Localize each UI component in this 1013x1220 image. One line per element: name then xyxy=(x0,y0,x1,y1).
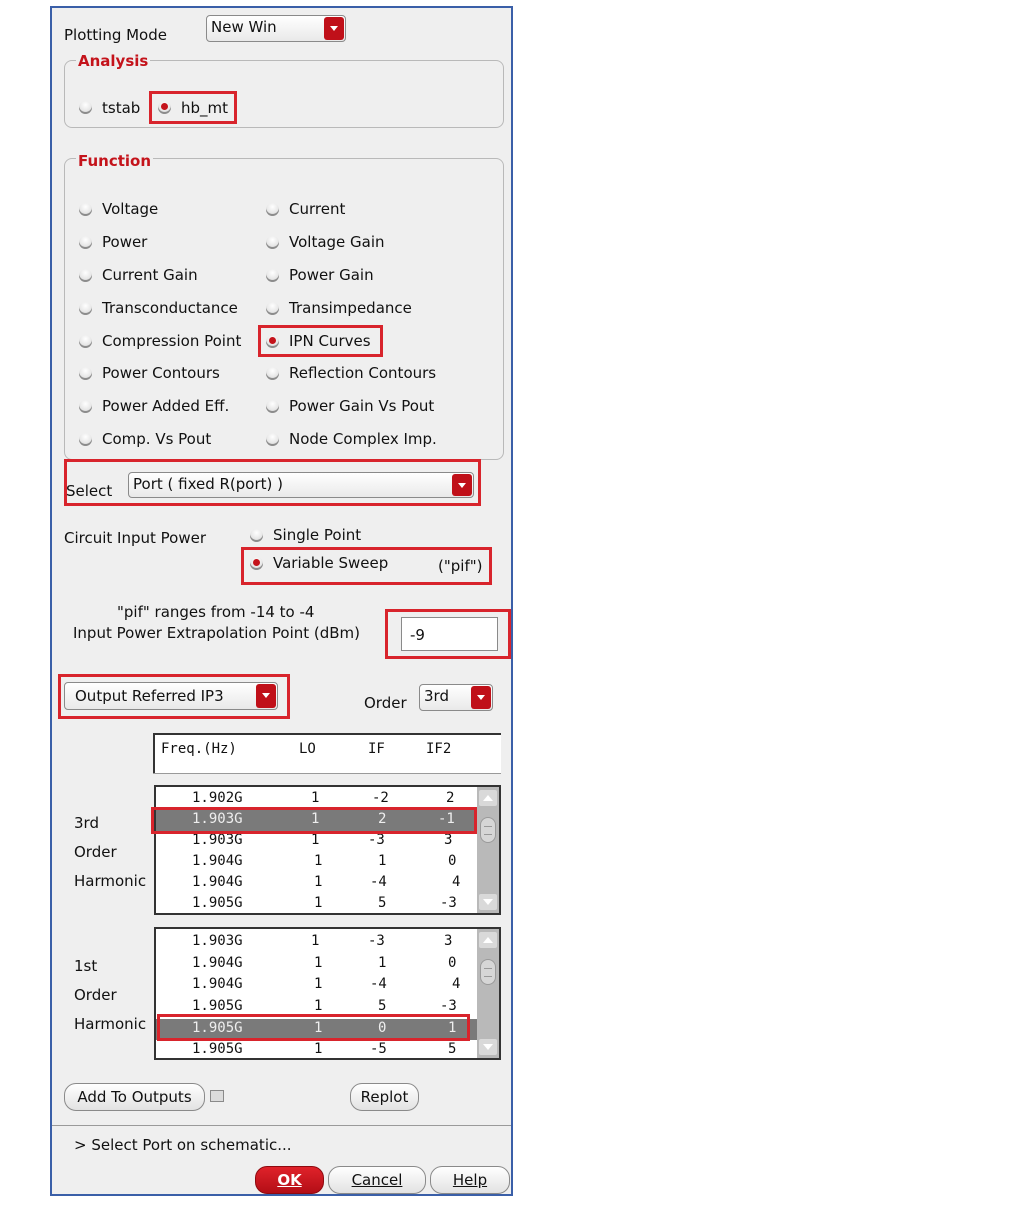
cell-if2: -1 xyxy=(438,811,455,827)
radio-compression-point[interactable] xyxy=(79,335,92,348)
first-order-scrollbar[interactable] xyxy=(477,929,499,1058)
scroll-down-icon[interactable] xyxy=(479,1039,497,1055)
cell-if2: 0 xyxy=(448,955,457,971)
cell-lo: 1 xyxy=(311,832,320,848)
cell-if: -2 xyxy=(372,790,389,806)
radio-power-added-eff-label: Power Added Eff. xyxy=(102,397,230,415)
help-button[interactable] xyxy=(430,1166,510,1194)
column-header-if2: IF2 xyxy=(426,741,452,757)
extrapolation-label: Input Power Extrapolation Point (dBm) xyxy=(73,624,361,642)
cell-if2: 3 xyxy=(444,832,453,848)
extrapolation-value: -9 xyxy=(410,626,425,644)
scroll-down-icon[interactable] xyxy=(479,894,497,910)
radio-transimpedance[interactable] xyxy=(266,302,279,315)
radio-current-gain[interactable] xyxy=(79,269,92,282)
third-order-harmonic-list xyxy=(154,785,501,915)
status-message: > Select Port on schematic... xyxy=(74,1136,292,1154)
cell-lo: 1 xyxy=(311,811,320,827)
radio-node-complex-imp-label: Node Complex Imp. xyxy=(289,430,437,448)
ok-button-label: OK xyxy=(277,1171,302,1189)
cell-if2: 0 xyxy=(448,853,457,869)
cell-freq: 1.905G xyxy=(192,1041,243,1057)
cell-if: -3 xyxy=(368,933,385,949)
radio-comp-vs-pout-label: Comp. Vs Pout xyxy=(102,430,212,448)
circuit-input-power-label: Circuit Input Power xyxy=(64,529,207,547)
analysis-title: Analysis xyxy=(78,52,149,70)
radio-current-label: Current xyxy=(289,200,346,218)
cell-freq: 1.903G xyxy=(192,933,243,949)
range-note: "pif" ranges from -14 to -4 xyxy=(117,603,315,621)
highlight-third-order-row xyxy=(151,807,477,834)
first-order-label-3: Harmonic xyxy=(74,1015,147,1033)
cell-if2: 3 xyxy=(444,933,453,949)
replot-button[interactable]: Replot xyxy=(350,1083,419,1111)
radio-hb-mt-label: hb_mt xyxy=(181,99,229,117)
table-row[interactable] xyxy=(156,852,477,873)
highlight-first-order-row xyxy=(157,1014,470,1041)
scroll-up-icon[interactable] xyxy=(479,790,497,806)
cell-freq: 1.905G xyxy=(192,895,243,911)
radio-power-gain[interactable] xyxy=(266,269,279,282)
cell-if: 0 xyxy=(378,1020,387,1036)
radio-tstab-label: tstab xyxy=(102,99,141,117)
order-value: 3rd xyxy=(424,687,449,705)
cell-if2: 4 xyxy=(452,874,461,890)
highlight-output-mode xyxy=(58,674,290,719)
third-order-label-3: Harmonic xyxy=(74,872,147,890)
radio-power-gain-vs-pout-label: Power Gain Vs Pout xyxy=(289,397,435,415)
radio-variable-sweep-label: Variable Sweep xyxy=(273,554,389,572)
scroll-thumb[interactable] xyxy=(480,959,496,985)
cancel-button[interactable] xyxy=(328,1166,426,1194)
cell-if: 1 xyxy=(378,853,387,869)
radio-transconductance[interactable] xyxy=(79,302,92,315)
radio-power-gain-label: Power Gain xyxy=(289,266,374,284)
radio-power-added-eff[interactable] xyxy=(79,400,92,413)
select-port-value: Port ( fixed R(port) ) xyxy=(133,475,283,493)
cell-freq: 1.905G xyxy=(192,998,243,1014)
radio-voltage[interactable] xyxy=(79,203,92,216)
status-divider xyxy=(52,1125,511,1126)
cell-lo: 1 xyxy=(314,976,323,992)
order-dropdown[interactable] xyxy=(419,684,493,711)
add-to-outputs-checkbox[interactable] xyxy=(210,1090,224,1102)
cell-if2: -3 xyxy=(440,998,457,1014)
highlight-analysis xyxy=(149,91,237,124)
table-row[interactable] xyxy=(156,873,477,894)
cell-lo: 1 xyxy=(314,895,323,911)
radio-transconductance-label: Transconductance xyxy=(102,299,238,317)
cell-if2: -3 xyxy=(440,895,457,911)
cell-if: 5 xyxy=(378,895,387,911)
order-label: Order xyxy=(364,694,407,712)
highlight-ipn-curves xyxy=(258,325,383,357)
radio-comp-vs-pout[interactable] xyxy=(79,433,92,446)
cell-lo: 1 xyxy=(314,874,323,890)
chevron-down-icon xyxy=(471,686,491,709)
ok-button[interactable] xyxy=(255,1166,324,1194)
cell-if: 1 xyxy=(378,955,387,971)
table-row[interactable] xyxy=(156,894,477,915)
function-title: Function xyxy=(78,152,152,170)
cell-freq: 1.905G xyxy=(192,1020,243,1036)
first-order-label-1: 1st xyxy=(74,957,98,975)
radio-node-complex-imp[interactable] xyxy=(266,433,279,446)
radio-ipn-curves-label: IPN Curves xyxy=(289,332,371,350)
cell-if2: 5 xyxy=(448,1041,457,1057)
column-header-if: IF xyxy=(368,741,385,757)
table-row[interactable] xyxy=(156,932,477,953)
cell-if: -4 xyxy=(370,976,387,992)
cell-freq: 1.902G xyxy=(192,790,243,806)
cell-if2: 4 xyxy=(452,976,461,992)
cell-lo: 1 xyxy=(311,790,320,806)
radio-voltage-gain-label: Voltage Gain xyxy=(289,233,385,251)
help-button-label: Help xyxy=(452,1171,488,1189)
cell-lo: 1 xyxy=(314,853,323,869)
highlight-extrapolation xyxy=(385,609,511,659)
scroll-up-icon[interactable] xyxy=(479,932,497,948)
cell-if: 5 xyxy=(378,998,387,1014)
radio-power-contours-label: Power Contours xyxy=(102,364,220,382)
third-order-label-2: Order xyxy=(74,843,117,861)
cell-lo: 1 xyxy=(314,998,323,1014)
plotting-mode-value: New Win xyxy=(211,18,277,36)
radio-power[interactable] xyxy=(79,236,92,249)
highlight-select xyxy=(64,459,481,506)
table-row[interactable] xyxy=(156,1040,477,1060)
cell-freq: 1.904G xyxy=(192,874,243,890)
radio-current-gain-label: Current Gain xyxy=(102,266,198,284)
select-label: Select xyxy=(66,482,113,500)
radio-tstab[interactable] xyxy=(79,101,92,114)
highlight-variable-sweep xyxy=(241,547,492,585)
add-to-outputs-button[interactable]: Add To Outputs xyxy=(64,1083,205,1111)
cancel-button-label: Cancel xyxy=(351,1171,403,1189)
radio-reflection-contours-label: Reflection Contours xyxy=(289,364,437,382)
radio-transimpedance-label: Transimpedance xyxy=(289,299,412,317)
radio-single-point[interactable] xyxy=(250,529,263,542)
table-row[interactable] xyxy=(156,954,477,975)
cell-freq: 1.904G xyxy=(192,955,243,971)
cell-freq: 1.903G xyxy=(192,811,243,827)
cell-lo: 1 xyxy=(314,955,323,971)
plotting-mode-select[interactable] xyxy=(206,15,346,42)
radio-power-gain-vs-pout[interactable] xyxy=(266,400,279,413)
cell-if: -3 xyxy=(368,832,385,848)
scroll-thumb[interactable] xyxy=(480,817,496,843)
radio-voltage-gain[interactable] xyxy=(266,236,279,249)
cell-lo: 1 xyxy=(311,933,320,949)
cell-if: -4 xyxy=(370,874,387,890)
cell-if: -5 xyxy=(370,1041,387,1057)
harmonic-header xyxy=(153,733,501,773)
sweep-variable-name: ("pif") xyxy=(438,557,483,575)
output-mode-value: Output Referred IP3 xyxy=(75,687,224,705)
radio-reflection-contours[interactable] xyxy=(266,367,279,380)
cell-lo: 1 xyxy=(314,1020,323,1036)
analysis-group xyxy=(64,60,504,128)
cell-if2: 2 xyxy=(446,790,455,806)
cell-if: 2 xyxy=(378,811,387,827)
cell-freq: 1.904G xyxy=(192,853,243,869)
chevron-down-icon xyxy=(324,17,344,40)
first-order-label-2: Order xyxy=(74,986,117,1004)
plotting-mode-label: Plotting Mode xyxy=(64,26,167,44)
radio-voltage-label: Voltage xyxy=(102,200,159,218)
radio-single-point-label: Single Point xyxy=(273,526,362,544)
radio-compression-point-label: Compression Point xyxy=(102,332,242,350)
radio-current[interactable] xyxy=(266,203,279,216)
cell-lo: 1 xyxy=(314,1041,323,1057)
column-header-lo: LO xyxy=(299,741,316,757)
third-order-label-1: 3rd xyxy=(74,814,99,832)
radio-power-label: Power xyxy=(102,233,148,251)
header-divider xyxy=(153,773,501,774)
cell-if2: 1 xyxy=(448,1020,457,1036)
third-order-scrollbar[interactable] xyxy=(477,787,499,913)
cell-freq: 1.903G xyxy=(192,832,243,848)
radio-power-contours[interactable] xyxy=(79,367,92,380)
table-row[interactable] xyxy=(156,831,477,852)
table-row[interactable] xyxy=(156,975,477,996)
cell-freq: 1.904G xyxy=(192,976,243,992)
column-header-freq: Freq.(Hz) xyxy=(161,741,237,757)
